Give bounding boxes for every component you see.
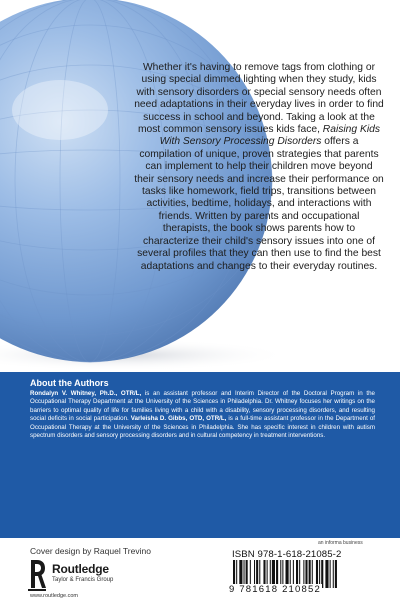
book-description (134, 62, 384, 273)
blurb-part-1: Whether it's having to remove tags from clothing or using special dimmed lighting when they study, kids with sensory disorders or special sensory needs often need adaptations in their everyday lives in order to find success in school and beyond. Taking a look at the most common sensory issues kids face, (134, 62, 384, 136)
book-title: Raising Kids With Sensory Processing Disorders (159, 124, 381, 148)
informa-tag: an informa business (318, 540, 363, 546)
cover-footer (0, 538, 400, 600)
barcode-bar (335, 560, 337, 588)
author1-bio: is an assistant professor and Interim Director of the Doctoral Program in the Occupational Therapy Department at the University of the Sciences in Philadelphia. Dr. Whitney focuses her writings on the barriers to optimal quality of life for families living with a child with a disability, sensory processing disorders, and resulting social deficits in social participation. (30, 390, 375, 423)
about-authors-heading: About the Authors (30, 378, 109, 388)
author1-name: Rondalyn V. Whitney, Ph.D., OTR/L, (30, 390, 142, 397)
cover-design-credit: Cover design by Raquel Trevino (30, 546, 151, 556)
isbn-label: ISBN 978-1-618-21085-2 (232, 549, 342, 560)
routledge-logo-icon (28, 558, 46, 592)
blurb-part-2: offers a compilation of unique, proven strategies that parents can implement to help their children move beyond their sensory needs and increase their performance on tasks like homework, field trips, transitions between activities, bedtime, holidays, and interactions with friends. Written by parents and occupational therapists, the book shows parents how to characterize their child's sensory issues into one of several profiles that they can then use to find the best adaptations and changes to their everyday routines. (134, 136, 384, 272)
publisher-name: Routledge (52, 562, 109, 576)
about-authors-section (0, 372, 400, 538)
barcode-bar (333, 560, 334, 588)
publisher-group: Taylor & Francis Group (52, 577, 114, 583)
barcode-bar (330, 560, 331, 588)
author2-name: Varleisha D. Gibbs, OTD, OTR/L, (130, 415, 227, 423)
author2-bio: is a full-time assistant professor in the Department of Occupational Therapy at the University of the Sciences in Philadelphia. She has specific interest in children with autism spectrum disorders and sensory processing disorders and in cultural competency in treatment interventions. (30, 415, 375, 440)
barcode-number: 9 781618 210852 (229, 584, 321, 595)
barcode-bar (325, 560, 328, 588)
publisher-url: www.routledge.com (30, 593, 78, 599)
authors-bio (30, 390, 375, 440)
